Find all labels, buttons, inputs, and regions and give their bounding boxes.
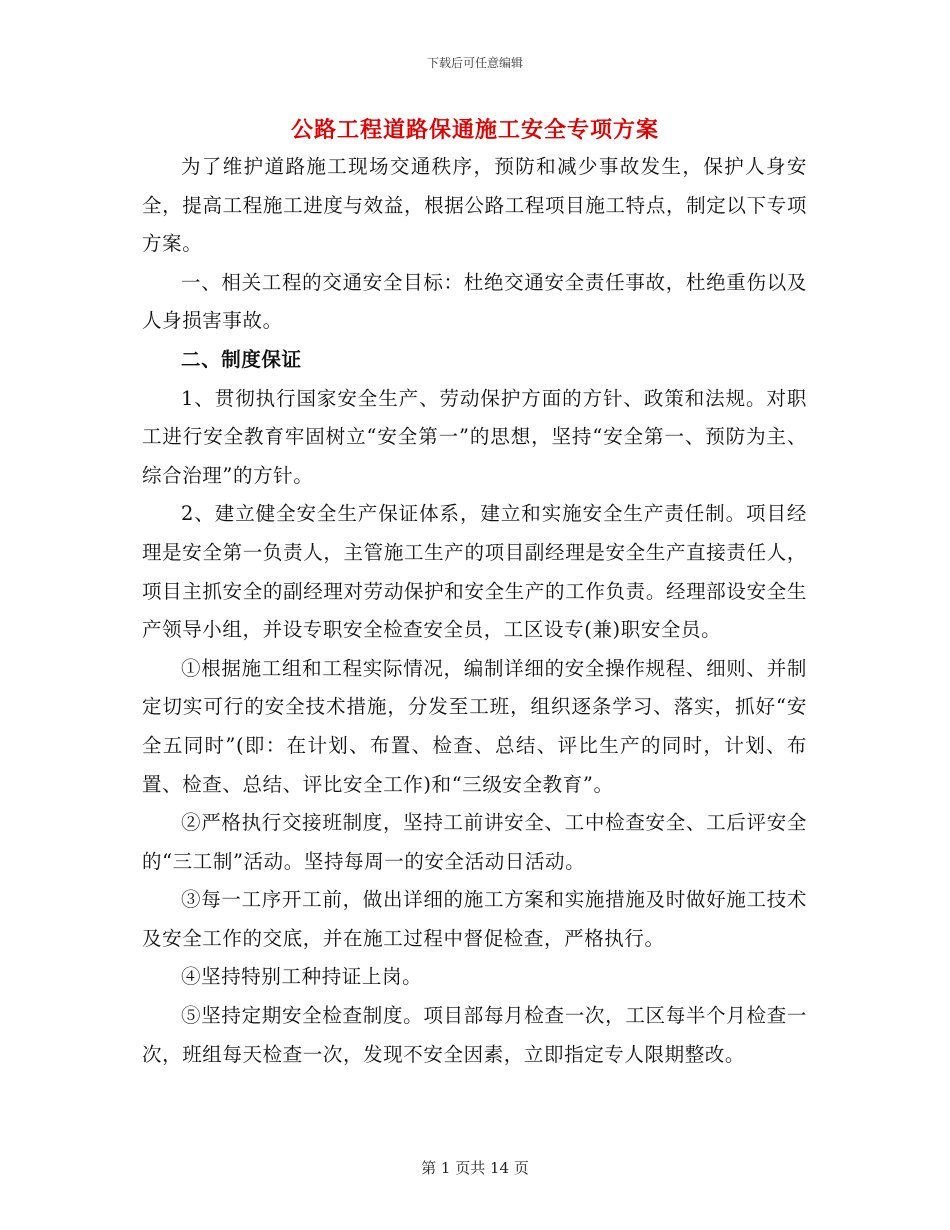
paragraph-subitem-4: ④坚持特别工种持证上岗。	[181, 965, 423, 989]
paragraph-safety-target: 一、相关工程的交通安全目标：杜绝交通安全责任事故，杜绝重伤以及人身损害事故。	[142, 270, 807, 333]
section-heading-system-guarantee: 二、制度保证	[181, 347, 302, 371]
paragraph-intro: 为了维护道路施工现场交通秩序，预防和减少事故发生，保护人身安全，提高工程施工进度与效益，根据公路工程项目施工特点，制定以下专项方案。	[142, 155, 807, 256]
page-footer: 第 1 页共 14 页	[421, 1159, 529, 1177]
document-title: 公路工程道路保通施工安全专项方案	[290, 117, 659, 143]
paragraph-subitem-2: ②严格执行交接班制度，坚持工前讲安全、工中检查安全、工后评安全的“三工制”活动。坚持每周一的安全活动日活动。	[142, 811, 807, 873]
paragraph-subitem-1: ①根据施工组和工程实际情况，编制详细的安全操作规程、细则、并制定切实可行的安全技术措施，分发至工班，组织逐条学习、落实，抓好“安全五同时”(即：在计划、布置、检查、总结、评比生产的同时，计划、布置、检查、总结、评比安全工作)和“三级安全教育”。	[142, 656, 807, 796]
paragraph-subitem-5: ⑤坚持定期安全检查制度。项目部每月检查一次，工区每半个月检查一次，班组每天检查一次，发现不安全因素，立即指定专人限期整改。	[142, 1004, 807, 1066]
paragraph-item-1: 1、贯彻执行国家安全生产、劳动保护方面的方针、政策和法规。对职工进行安全教育牢固树立“安全第一”的思想，坚持“安全第一、预防为主、综合治理”的方针。	[142, 386, 807, 487]
header-note: 下载后可任意编辑	[426, 56, 523, 70]
document-body	[142, 148, 807, 1074]
paragraph-item-2: 2、建立健全安全生产保证体系，建立和实施安全生产责任制。项目经理是安全第一负责人，主管施工生产的项目副经理是安全生产直接责任人，项目主抓安全的副经理对劳动保护和安全生产的工作负责。经理部设安全生产领导小组，并设专职安全检查安全员，工区设专(兼)职安全员。	[142, 502, 807, 642]
paragraph-subitem-3: ③每一工序开工前，做出详细的施工方案和实施措施及时做好施工技术及安全工作的交底，并在施工过程中督促检查，严格执行。	[142, 888, 807, 950]
